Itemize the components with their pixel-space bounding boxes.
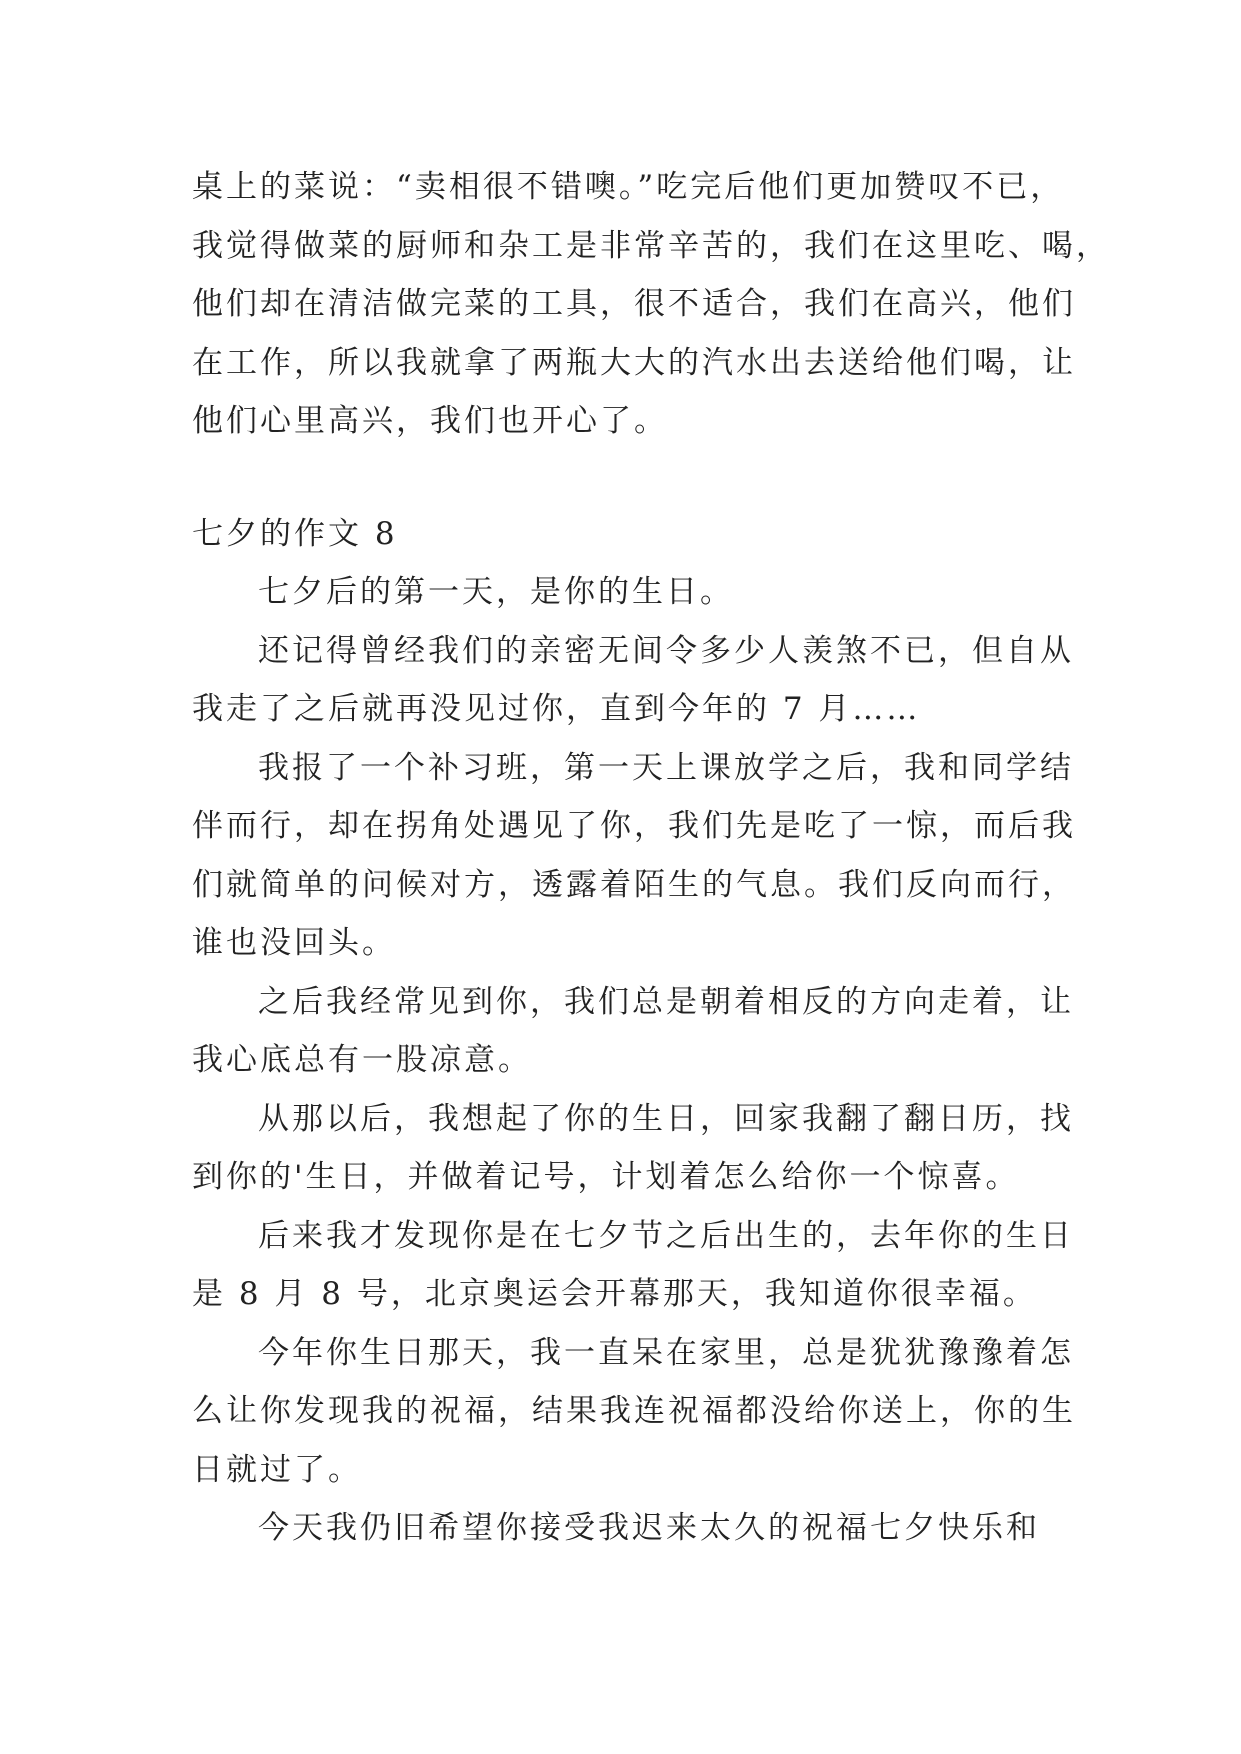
paragraph-8 [192, 1499, 1054, 1558]
text-line: 之后我经常见到你，我们总是朝着相反的方向走着，让 [258, 983, 1074, 1020]
paragraph-1 [192, 563, 1054, 622]
paragraph-2 [192, 622, 1074, 739]
text-line: 伴而行，却在拐角处遇见了你，我们先是吃了一惊，而后我 [192, 808, 1076, 844]
paragraph-7 [192, 1324, 1076, 1500]
text-line: 谁也没回头。 [192, 925, 396, 961]
text-line: 们就简单的问候对方，透露着陌生的气息。我们反向而行， [192, 866, 1076, 903]
section-title: 七夕的作文 8 [192, 515, 398, 552]
section-gap [192, 451, 1054, 505]
text-line: 从那以后，我想起了你的生日，回家我翻了翻日历，找 [258, 1100, 1074, 1137]
intro-paragraph [192, 158, 1110, 451]
text-line: 今天我仍旧希望你接受我迟来太久的祝福七夕快乐和 [258, 1510, 1040, 1546]
text-line: 我觉得做菜的厨师和杂工是非常辛苦的，我们在这里吃、喝， [192, 227, 1110, 264]
text-line: 他们心里高兴，我们也开心了。 [192, 403, 668, 439]
paragraph-3 [192, 739, 1076, 973]
text-line: 他们却在清洁做完菜的工具，很不适合，我们在高兴，他们 [192, 286, 1076, 322]
text-line: 到你的'生日，并做着记号，计划着怎么给你一个惊喜。 [192, 1159, 1020, 1195]
paragraph-5 [192, 1090, 1074, 1207]
text-line: 是 8 月 8 号，北京奥运会开幕那天，我知道你很幸福。 [192, 1276, 1037, 1312]
text-line: 么让你发现我的祝福，结果我连祝福都没给你送上，你的生 [192, 1393, 1076, 1429]
text-line: 日就过了。 [192, 1451, 362, 1488]
text-line: 今年你生日那天，我一直呆在家里，总是犹犹豫豫着怎 [258, 1334, 1074, 1371]
text-line: 我心底总有一股凉意。 [192, 1042, 532, 1078]
text-line: 桌上的菜说：“卖相很不错噢。”吃完后他们更加赞叹不已， [192, 169, 1065, 205]
text-line: 我走了之后就再没见过你，直到今年的 7 月…… [192, 691, 921, 727]
text-line: 我报了一个补习班，第一天上课放学之后，我和同学结 [258, 749, 1074, 786]
text-line: 还记得曾经我们的亲密无间令多少人羡煞不已，但自从 [258, 632, 1074, 669]
paragraph-6 [192, 1207, 1074, 1324]
paragraph-4 [192, 973, 1074, 1090]
text-line: 后来我才发现你是在七夕节之后出生的，去年你的生日 [258, 1217, 1074, 1254]
document-page [192, 158, 1110, 1558]
text-line: 七夕后的第一天，是你的生日。 [258, 574, 734, 610]
text-line: 在工作，所以我就拿了两瓶大大的汽水出去送给他们喝，让 [192, 344, 1076, 381]
